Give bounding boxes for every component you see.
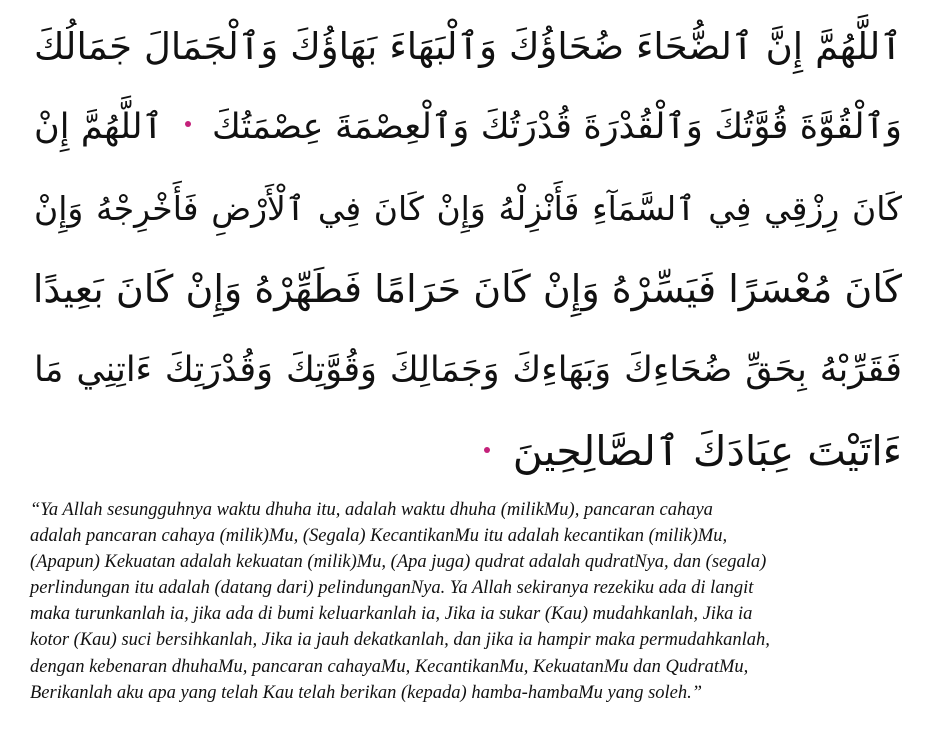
arabic-segment: ءَاتَيْتَ عِبَادَكَ ٱلصَّالِحِينَ [512,427,902,475]
arabic-line-2 [34,87,902,168]
translation-line: Berikanlah aku apa yang telah Kau telah berikan (kepada) hamba-hambaMu yang soleh.” [30,682,703,703]
arabic-segment: فَقَرِّبْهُ بِحَقِّ ضُحَاءِكَ وَبَهَاءِكَ وَجَمَالِكَ وَقُوَّتِكَ وَقُدْرَتِكَ ءَاتِنِي مَا [34,350,902,390]
arabic-line-6 [34,411,902,492]
translation-line: (Apapun) Kekuatan adalah kekuatan (milik)Mu, (Apa juga) qudrat adalah qudratNya, dan (segala) [30,552,767,573]
arabic-segment: ٱللَّهُمَّ إِنَّ ٱلضُّحَاءَ ضُحَاؤُكَ وَٱلْبَهَاءَ بَهَاؤُكَ وَٱلْجَمَالَ جَمَالُكَ [34,25,902,68]
translation-line: kotor (Kau) suci bersihkanlah, Jika ia jauh dekatkanlah, dan jika ia hampir maka permudahkanlah, [30,630,770,651]
malay-translation [30,497,916,706]
arabic-line-5 [34,330,902,411]
arabic-line-4 [34,249,902,330]
translation-line: “Ya Allah sesungguhnya waktu dhuha itu, adalah waktu dhuha (milikMu), pancaran cahaya [30,500,713,520]
translation-line: dengan kebenaran dhuhaMu, pancaran cahayaMu, KecantikanMu, KekuatanMu dan QudratMu, [30,656,749,677]
arabic-line-1 [34,6,902,87]
translation-line: adalah pancaran cahaya (milik)Mu, (Segala) KecantikanMu itu adalah kecantikan (milik)Mu, [30,526,728,547]
verse-stop-mark-icon [185,121,191,127]
arabic-segment: وَٱلْقُوَّةَ قُوَّتُكَ وَٱلْقُدْرَةَ قُدْرَتُكَ وَٱلْعِصْمَةَ عِصْمَتُكَ [211,107,902,147]
translation-line: perlindungan itu adalah (datang dari) pelindunganNya. Ya Allah sekiranya rezekiku ada di langit [30,578,754,599]
verse-stop-mark-icon [484,447,490,453]
arabic-line-3 [34,168,902,249]
arabic-segment: كَانَ رِزْقِي فِي ٱلسَّمَآءِ فَأَنْزِلْهُ وَإِنْ كَانَ فِي ٱلْأَرْضِ فَأَخْرِجْهُ وَإِنْ [34,189,902,228]
arabic-segment: ٱللَّهُمَّ إِنْ [34,107,164,147]
translation-line: maka turunkanlah ia, jika ada di bumi keluarkanlah ia, Jika ia sukar (Kau) mudahkanlah, Jika ia [30,604,753,625]
arabic-segment: كَانَ مُعْسَرًا فَيَسِّرْهُ وَإِنْ كَانَ حَرَامًا فَطَهِّرْهُ وَإِنْ كَانَ بَعِيدًا [32,267,902,311]
arabic-prayer-text [34,6,902,492]
